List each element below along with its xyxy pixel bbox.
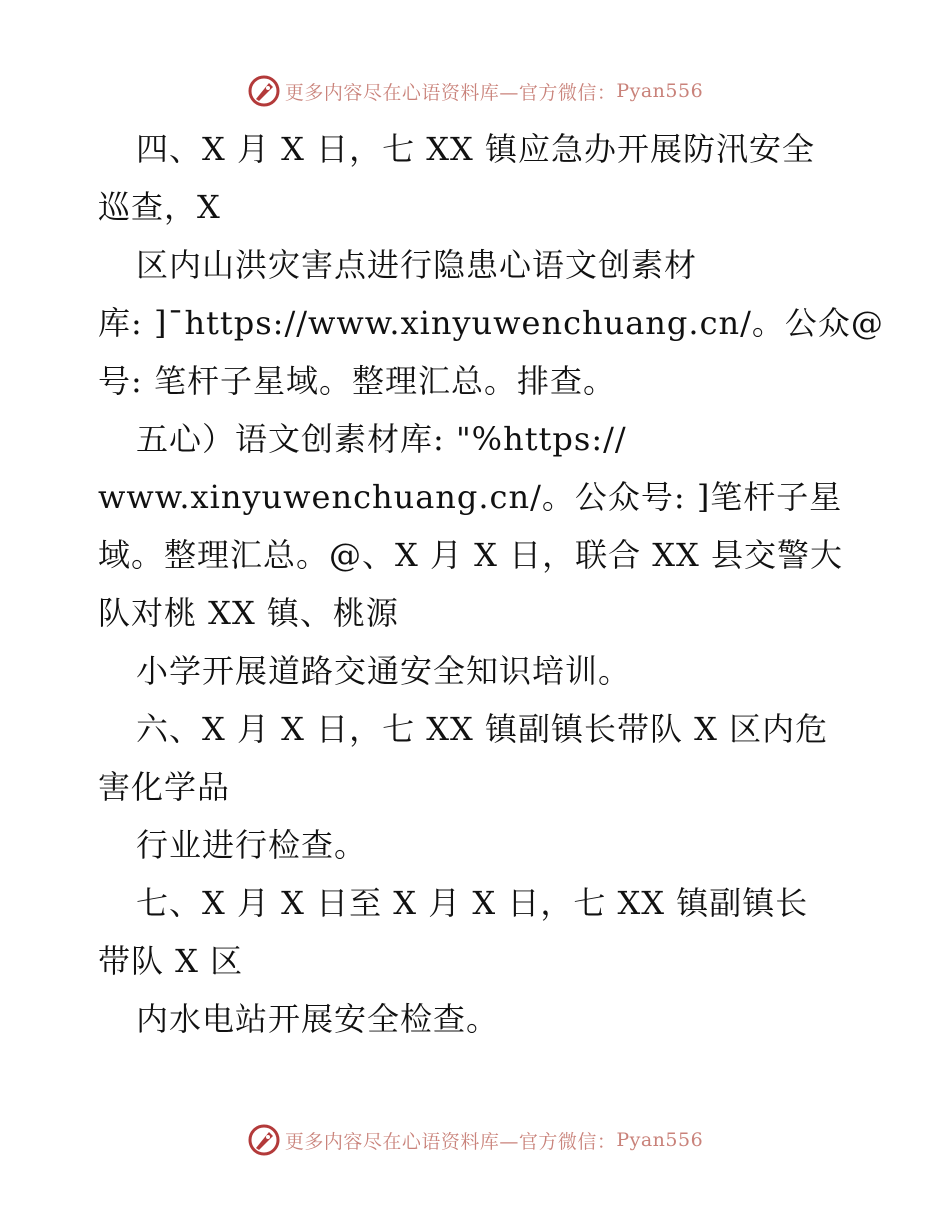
paragraph-line: 号: 笔杆子星域。整理汇总。排查。 [98, 362, 616, 400]
paragraph-line: 七、X 月 X 日至 X 月 X 日，七 XX 镇副镇长 [136, 884, 809, 922]
paragraph-line: 巡查，X [98, 188, 221, 226]
paragraph-line: 五心）语文创素材库: "%https:// [136, 420, 627, 458]
document-body [98, 120, 884, 1048]
header-wechat-handle: Pyan556 [616, 80, 704, 102]
paragraph-line: 小学开展道路交通安全知识培训。 [136, 652, 632, 690]
paragraph-line: 四、X 月 X 日，七 XX 镇应急办开展防汛安全 [136, 130, 815, 168]
footer-banner-text: 更多内容尽在心语资料库—官方微信： [284, 1130, 617, 1153]
paragraph-line: 库: ]¯https://www.xinyuwenchuang.cn/。公众@ [98, 304, 884, 342]
paragraph-line: 带队 X 区 [98, 942, 244, 980]
paragraph-line: 行业进行检查。 [136, 826, 368, 864]
paragraph-line: www.xinyuwenchuang.cn/。公众号: ]笔杆子星 [98, 478, 843, 516]
paragraph-line: 域。整理汇总。@、X 月 X 日，联合 XX 县交警大 [98, 536, 843, 574]
pen-nib-logo-icon [247, 74, 281, 108]
paragraph-line: 内水电站开展安全检查。 [136, 1000, 500, 1038]
footer-banner [0, 1120, 950, 1160]
header-banner [0, 71, 950, 111]
pen-nib-logo-icon [247, 1123, 281, 1157]
paragraph-line: 区内山洪灾害点进行隐患心语文创素材 [136, 246, 698, 284]
paragraph-line: 队对桃 XX 镇、桃源 [98, 594, 399, 632]
header-banner-text: 更多内容尽在心语资料库—官方微信： [284, 81, 617, 104]
paragraph-line: 害化学品 [98, 768, 231, 806]
footer-wechat-handle: Pyan556 [616, 1129, 704, 1151]
paragraph-line: 六、X 月 X 日，七 XX 镇副镇长带队 X 区内危 [136, 710, 829, 748]
